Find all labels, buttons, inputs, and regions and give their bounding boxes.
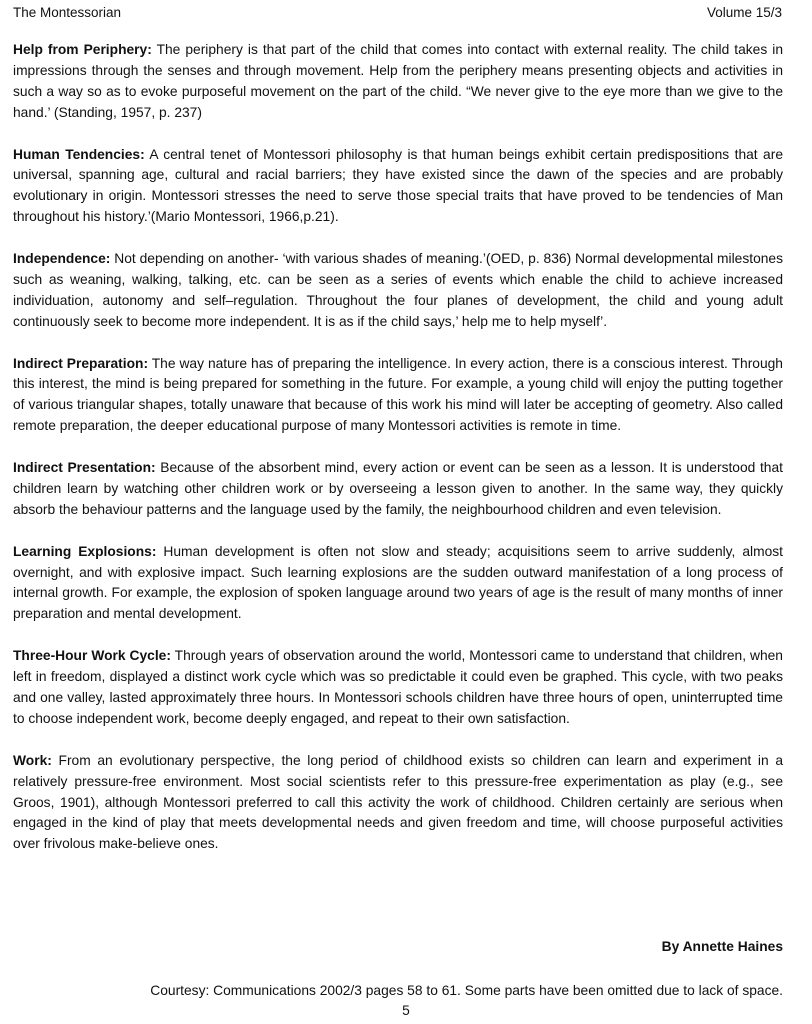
glossary-definition: From an evolutionary perspective, the long period of childhood exists so children can learn and experiment in a relatively pressure-free environment. Most social scientists refer to this pressure-free experimentation as play (e.g., see Groos, 1901), although Montessori preferred to call this activity the work of childhood. Children certainly are serious when engaged in the kind of play that meets developmental needs and given freedom and time, will choose purposeful activities over frivolous make-believe ones.	[13, 752, 783, 852]
glossary-definition: A central tenet of Montessori philosophy is that human beings exhibit certain predispositions that are universal, spanning age, cultural and racial barriers; they have existed since the dawn of the species and are probably evolutionary in origin. Montessori stresses the need to serve those special traits that have proved to be tendencies of Man throughout his history.’(Mario Montessori, 1966,p.21).	[13, 146, 784, 225]
glossary-entry-help-from-periphery	[13, 40, 783, 124]
glossary-term: Work:	[13, 752, 52, 768]
glossary-entry-learning-explosions	[13, 542, 783, 626]
glossary-term: Three-Hour Work Cycle:	[13, 648, 171, 664]
glossary-term: Indirect Preparation:	[13, 355, 149, 371]
glossary-term: Indirect Presentation:	[13, 460, 156, 476]
glossary-definition: Because of the absorbent mind, every action or event can be seen as a lesson. It is understood that children learn by watching other children work or by overseeing a lesson given to another. In the same way, they quickly absorb the behaviour patterns and the language used by the family, the neighbourhood children and even television.	[13, 460, 783, 517]
publication-title: The Montessorian	[13, 5, 122, 20]
glossary-definition: The way nature has of preparing the intelligence. In every action, there is a conscious interest. Through this interest, the mind is being prepared for something in the future. For example, a young child will enjoy the putting together of various triangular shapes, totally unaware that because of this work his mind will later be accepting of geometry. Also called remote preparation, the deeper educational purpose of many Montessori activities is remote in time.	[13, 355, 783, 434]
glossary-definition: Human development is often not slow and steady; acquisitions seem to arrive suddenly, almost overnight, and with explosive impact. Such learning explosions are the sudden outward manifestation of a long process of internal growth. For example, the explosion of spoken language around two years of age is the result of many months of inner preparation and mental development.	[13, 543, 783, 622]
glossary-body	[13, 40, 783, 876]
volume-label: Volume 15/3	[706, 5, 782, 20]
glossary-entry-human-tendencies	[13, 145, 783, 229]
glossary-term: Independence:	[13, 251, 111, 267]
courtesy-note: Courtesy: Communications 2002/3 pages 58 to 61. Some parts have been omitted due to lack of space.	[150, 983, 783, 998]
glossary-definition: The periphery is that part of the child that comes into contact with external reality. The child takes in impressions through the senses and through movement. Help from the periphery means presenting objects and activities in such a way so as to evoke purposeful movement on the part of the child. “We never give to the eye more than we give to the hand.’ (Standing, 1957, p. 237)	[13, 42, 783, 120]
author-byline: By Annette Haines	[661, 939, 783, 954]
glossary-term: Learning Explosions:	[13, 543, 157, 559]
glossary-entry-three-hour-work-cycle	[13, 646, 783, 730]
glossary-definition: Not depending on another- ‘with various shades of meaning.’(OED, p. 836) Normal developmental milestones such as weaning, walking, talking, etc. can be seen as a series of events which enable the child to achieve increased individuation, autonomy and self–regulation. Throughout the four planes of development, the child and young adult continuously seek to become more independent. It is as if the child says,’ help me to help myself’.	[13, 251, 783, 329]
glossary-definition: Through years of observation around the world, Montessori came to understand that children, when left in freedom, displayed a distinct work cycle which was so predictable it could even be graphed. This cycle, with two peaks and one valley, lasted approximately three hours. In Montessori schools children have three hours of open, uninterrupted time to choose independent work, become deeply engaged, and repeat to their own satisfaction.	[13, 648, 783, 726]
page-header	[13, 4, 782, 22]
glossary-entry-indirect-presentation	[13, 458, 783, 521]
page-number: 5	[402, 1003, 410, 1018]
glossary-term: Human Tendencies:	[13, 146, 145, 162]
glossary-entry-work	[13, 751, 783, 856]
glossary-term: Help from Periphery:	[13, 42, 152, 57]
glossary-entry-indirect-preparation	[13, 354, 783, 438]
glossary-entry-independence	[13, 249, 783, 333]
